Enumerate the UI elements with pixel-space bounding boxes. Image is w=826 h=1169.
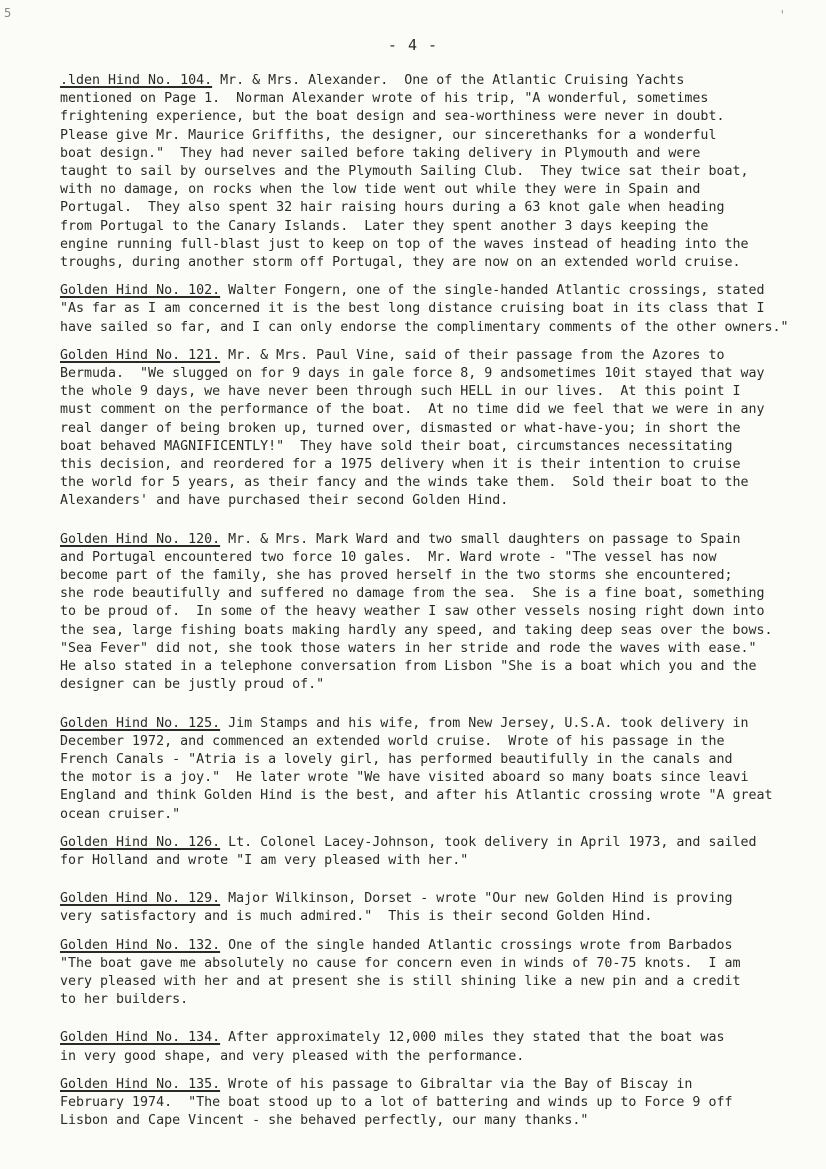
margin-mark-right: ' [778, 8, 786, 22]
entry-text: Lt. Colonel Lacey-Johnson, took delivery in April 1973, and sailed for Holland and wrote "I am very pleased with her." [60, 834, 757, 868]
entry-title: Golden Hind No. 120. [60, 531, 221, 547]
entry-title: .lden Hind No. 104. [60, 73, 213, 88]
entry-104 [60, 72, 805, 272]
entry-title: Golden Hind No. 102. [60, 283, 221, 299]
entry-title: Golden Hind No. 132. [60, 937, 221, 953]
page-number: - 4 - [387, 36, 439, 54]
entry-title: Golden Hind No. 129. [60, 891, 221, 907]
entry-125 [60, 715, 805, 824]
entry-text: After approximately 12,000 miles they stated that the boat was in very good shape, and very pleased with the performance. [60, 1030, 725, 1064]
document-body [60, 72, 805, 1140]
entry-126 [60, 834, 805, 870]
entry-text: Mr. & Mrs. Mark Ward and two small daughters on passage to Spain and Portugal encountered two force 10 gales. Mr. Ward wrote - "The vessel has now become part of the family, she has proved herself in the two storms she encountered; she rode beautifully and suffered no damage from the sea. She is a fine boat, something to be proud of. In some of the heavy weather I saw other vessels nosing right down into the sea, large fishing boats making hardly any speed, and taking deep seas over the bows. "Sea Fever" did not, she took those waters in her stride and rode the waves with ease." He also stated in a telephone conversation from Lisbon "She is a boat which you and the designer can be justly proud of." [60, 531, 773, 693]
entry-title: Golden Hind No. 134. [60, 1030, 221, 1046]
entry-text: Wrote of his passage to Gibraltar via the Bay of Biscay in February 1974. "The boat stood up to a lot of battering and winds up to Force 9 off Lisbon and Cape Vincent - she behaved perfectly, our many thanks." [60, 1076, 733, 1129]
margin-mark: 5 [4, 6, 12, 20]
entry-text: Mr. & Mrs. Alexander. One of the Atlantic Cruising Yachts mentioned on Page 1. Norman Alexander wrote of his trip, "A wonderful, sometimes frightening experience, but the boat design and sea-worthiness were never in doubt. Please give Mr. Maurice Griffiths, the designer, our sincerethanks for a wonderful boat design." They had never sailed before taking delivery in Plymouth and were taught to sail by ourselves and the Plymouth Sailing Club. They twice sat their boat, with no damage, on rocks when the low tide went out while they were in Spain and Portugal. They also spent 32 hair raising hours during a 63 knot gale when heading from Portugal to the Canary Islands. Later they spent another 3 days keeping the engine running full-blast just to keep on top of the waves instead of heading into the troughs, during another storm off Portugal, they are now on an extended world cruise. [60, 73, 749, 271]
entry-120 [60, 531, 805, 695]
entry-132 [60, 937, 805, 1010]
entry-title: Golden Hind No. 121. [60, 347, 221, 363]
entry-text: Walter Fongern, one of the single-handed Atlantic crossings, stated "As far as I am concerned it is the best long distance cruising boat in its class that I have sailed so far, and I can only endorse the complimentary comments of the other owners." [60, 283, 789, 335]
entry-text: Jim Stamps and his wife, from New Jersey, U.S.A. took delivery in December 1972, and commenced an extended world cruise. Wrote of his passage in the French Canals - "Atria is a lovely girl, has performed beautifully in the canals and the motor is a joy." He later wrote "We have visited aboard so many boats since leavi England and think Golden Hind is the best, and after his Atlantic crossing wrote "A great ocean cruiser." [60, 715, 773, 822]
entry-text: Mr. & Mrs. Paul Vine, said of their passage from the Azores to Bermuda. "We slugged on for 9 days in gale force 8, 9 andsometimes 10it stayed that way the whole 9 days, we have never been through such HELL in our lives. At this point I must comment on the performance of the boat. At no time did we feel that we were in any real danger of being broken up, turned over, dismasted or what-have-you; in short the boat behaved MAGNIFICENTLY!" They have sold their boat, circumstances necessitating this decision, and reordered for a 1975 delivery when it is their intention to cruise the world for 5 years, as their fancy and the winds take them. Sold their boat to the Alexanders' and have purchased their second Golden Hind. [60, 347, 765, 509]
entry-text: Major Wilkinson, Dorset - wrote "Our new Golden Hind is proving very satisfactory and is much admired." This is their second Golden Hind. [60, 891, 733, 925]
entry-title: Golden Hind No. 125. [60, 715, 221, 731]
entry-135 [60, 1076, 805, 1131]
entry-134 [60, 1029, 805, 1065]
entry-title: Golden Hind No. 126. [60, 834, 221, 850]
entry-text: One of the single handed Atlantic crossings wrote from Barbados "The boat gave me absolutely no cause for concern even in winds of 70-75 knots. I am very pleased with her and at present she is still shining like a new pin and a credit to her builders. [60, 937, 741, 1008]
entry-title: Golden Hind No. 135. [60, 1076, 221, 1092]
entry-129 [60, 890, 805, 926]
entry-121 [60, 347, 805, 511]
entry-102 [60, 282, 805, 337]
